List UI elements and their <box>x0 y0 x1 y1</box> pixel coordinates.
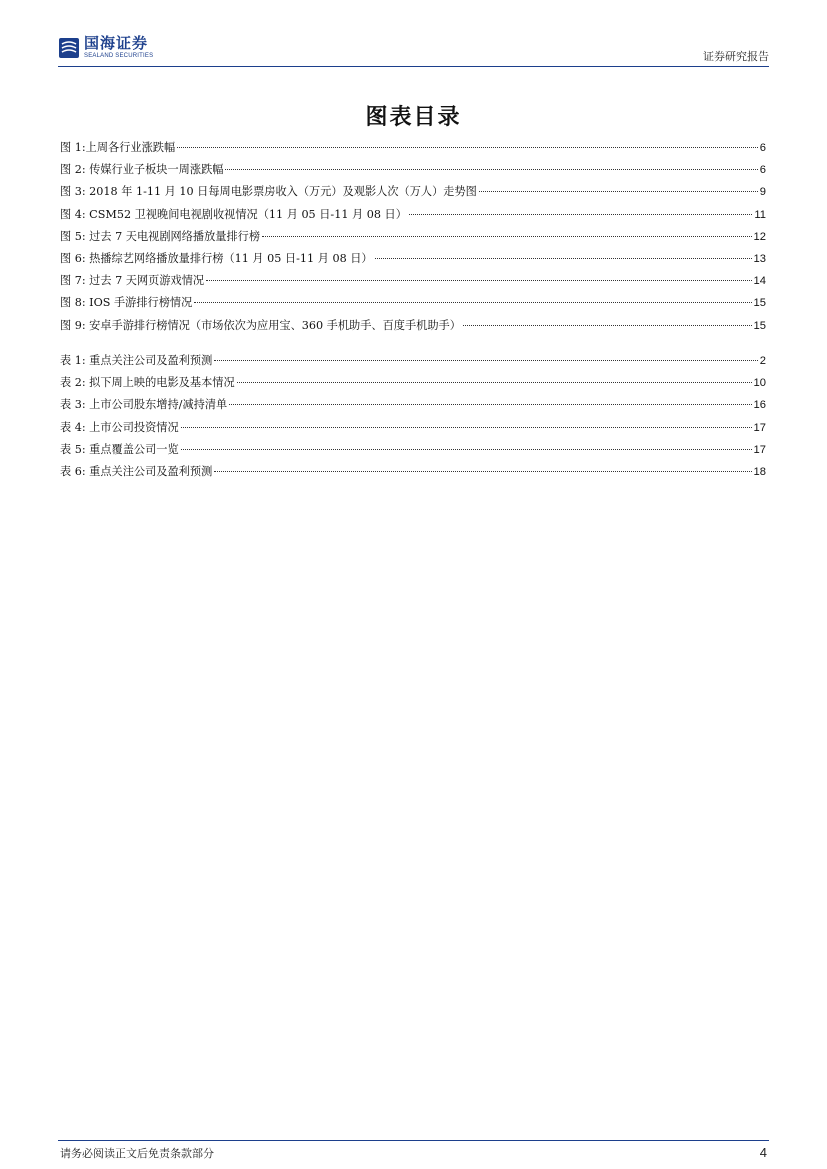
figure-entry[interactable] <box>60 248 766 270</box>
figure-entry-page-number: 15 <box>753 297 766 310</box>
table-entry-label: 表 2: 拟下周上映的电影及基本情况 <box>60 376 235 390</box>
table-entry[interactable] <box>60 350 766 372</box>
table-entry-label: 表 4: 上市公司投资情况 <box>60 420 179 434</box>
table-entry-label: 表 6: 重点关注公司及盈利预测 <box>60 464 213 478</box>
page-title: 图表目录 <box>365 105 462 130</box>
dot-leader <box>229 403 751 405</box>
figure-entry-label: 图 9: 安卓手游排行榜情况（市场依次为应用宝、360 手机助手、百度手机助手） <box>60 318 461 332</box>
footer-divider <box>58 1140 769 1141</box>
figure-entry-page-number: 13 <box>753 252 766 265</box>
table-entry-label: 表 1: 重点关注公司及盈利预测 <box>60 354 213 367</box>
figure-entry-page-number: 14 <box>753 275 766 288</box>
figure-entry[interactable] <box>60 315 766 337</box>
figure-entry[interactable] <box>60 159 766 181</box>
figure-entry[interactable] <box>60 292 766 314</box>
table-entry[interactable] <box>60 372 766 394</box>
sealand-logo-icon <box>58 37 80 59</box>
table-entry-page-number: 2 <box>759 355 766 367</box>
page-header <box>58 36 769 66</box>
table-entry[interactable] <box>60 461 766 483</box>
dot-leader <box>194 301 751 303</box>
logo-chinese-name: 国海证券 <box>84 34 149 52</box>
table-entry-label: 表 3: 上市公司股东增持/减持清单 <box>60 398 228 412</box>
figure-entry-label: 图 3: 2018 年 1-11 月 10 日每周电影票房收入（万元）及观影人次（万人）走势图 <box>60 185 477 199</box>
figure-entry-page-number: 9 <box>759 186 766 199</box>
figure-entry-page-number: 12 <box>753 230 766 243</box>
dot-leader <box>375 257 752 259</box>
dot-leader <box>206 279 751 281</box>
table-entry[interactable] <box>60 439 766 461</box>
figure-entry-label: 图 4: CSM52 卫视晚间电视剧收视情况（11 月 05 日-11 月 08 日） <box>60 207 407 221</box>
table-entry-page-number: 17 <box>753 443 766 456</box>
figure-entry-page-number: 6 <box>759 164 766 177</box>
table-entry-page-number: 18 <box>753 465 766 478</box>
dot-leader <box>409 213 752 215</box>
disclaimer-text: 请务必阅读正文后免责条款部分 <box>60 1147 214 1160</box>
table-entry-page-number: 16 <box>753 399 766 412</box>
table-entry-page-number: 10 <box>753 377 766 390</box>
dot-leader <box>181 448 752 450</box>
figure-entry-label: 图 6: 热播综艺网络播放量排行榜（11 月 05 日-11 月 08 日） <box>60 251 373 265</box>
report-type-label: 证券研究报告 <box>703 50 769 63</box>
table-entry-page-number: 17 <box>753 421 766 434</box>
logo-english-name: SEALAND SECURITIES <box>84 53 154 59</box>
figure-entry-page-number: 6 <box>759 142 766 154</box>
table-entry-label: 表 5: 重点覆盖公司一览 <box>60 442 179 456</box>
dot-leader <box>479 190 758 192</box>
dot-leader <box>214 359 758 361</box>
figure-entry-label: 图 2: 传媒行业子板块一周涨跌幅 <box>60 163 224 177</box>
figure-entry[interactable] <box>60 181 766 203</box>
company-logo <box>58 36 153 59</box>
dot-leader <box>177 146 758 148</box>
table-entry[interactable] <box>60 394 766 416</box>
figure-entry-label: 图 8: IOS 手游排行榜情况 <box>60 296 193 310</box>
table-index-list <box>60 350 766 483</box>
dot-leader <box>225 168 757 170</box>
page-number: 4 <box>759 1145 767 1160</box>
figure-entry[interactable] <box>60 137 766 159</box>
dot-leader <box>214 470 751 472</box>
figure-entry-page-number: 11 <box>754 208 766 221</box>
figure-entry[interactable] <box>60 226 766 248</box>
figure-entry-page-number: 15 <box>753 319 766 332</box>
table-entry[interactable] <box>60 417 766 439</box>
figure-entry-label: 图 7: 过去 7 天网页游戏情况 <box>60 274 205 288</box>
dot-leader <box>237 381 752 383</box>
figure-entry-label: 图 1:上周各行业涨跌幅 <box>60 141 176 154</box>
dot-leader <box>181 426 752 428</box>
dot-leader <box>463 324 752 326</box>
figure-entry[interactable] <box>60 270 766 292</box>
header-divider <box>58 66 769 67</box>
figure-entry[interactable] <box>60 204 766 226</box>
figure-entry-label: 图 5: 过去 7 天电视剧网络播放量排行榜 <box>60 229 261 243</box>
figure-index-list <box>60 137 766 337</box>
dot-leader <box>262 235 752 237</box>
